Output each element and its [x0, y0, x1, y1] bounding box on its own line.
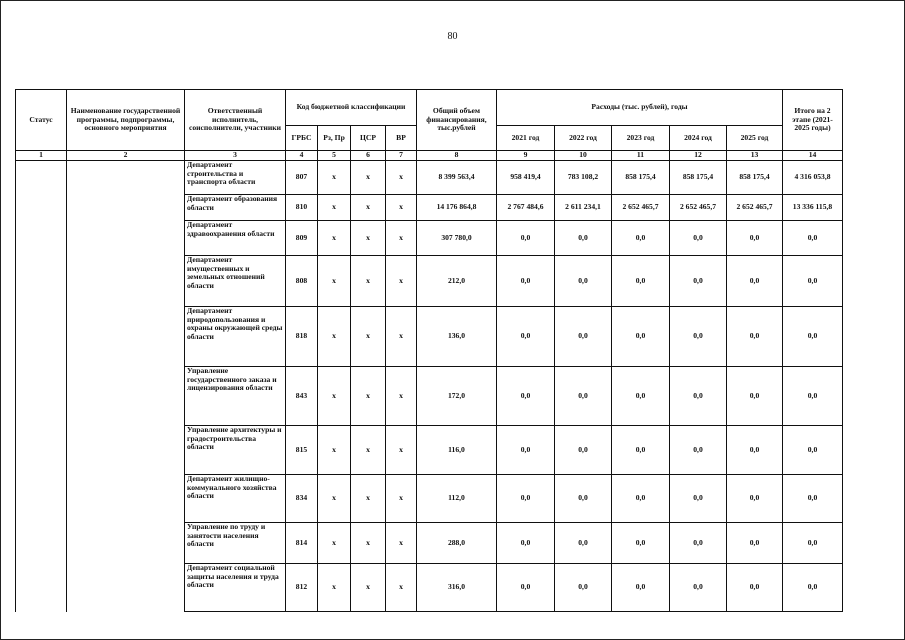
y2024-cell: 0,0	[670, 523, 727, 564]
total-cell: 136,0	[417, 307, 497, 367]
total-cell: 288,0	[417, 523, 497, 564]
csr-cell: х	[351, 161, 386, 195]
y2024-cell: 2 652 465,7	[670, 195, 727, 221]
col-2021: 2021 год	[497, 126, 555, 151]
y2021-cell: 0,0	[497, 307, 555, 367]
csr-cell: х	[351, 426, 386, 475]
y2024-cell: 0,0	[670, 307, 727, 367]
org-cell: Департамент жилищно-коммунального хозяйства области	[185, 475, 286, 523]
col-2024: 2024 год	[670, 126, 727, 151]
y2025-cell: 0,0	[727, 221, 783, 256]
csr-cell: х	[351, 221, 386, 256]
table-row	[16, 161, 843, 195]
y2025-cell: 0,0	[727, 426, 783, 475]
grbs-cell: 814	[286, 523, 318, 564]
stage-total-cell: 0,0	[783, 307, 843, 367]
total-cell: 14 176 864,8	[417, 195, 497, 221]
y2022-cell: 0,0	[555, 221, 612, 256]
total-cell: 307 780,0	[417, 221, 497, 256]
y2021-cell: 958 419,4	[497, 161, 555, 195]
y2023-cell: 0,0	[612, 523, 670, 564]
index-cell: 11	[612, 151, 670, 161]
y2023-cell: 0,0	[612, 221, 670, 256]
y2025-cell: 0,0	[727, 475, 783, 523]
index-cell: 12	[670, 151, 727, 161]
y2022-cell: 0,0	[555, 256, 612, 307]
y2021-cell: 0,0	[497, 475, 555, 523]
grbs-cell: 808	[286, 256, 318, 307]
vr-cell: х	[386, 426, 417, 475]
y2022-cell: 783 108,2	[555, 161, 612, 195]
y2022-cell: 0,0	[555, 307, 612, 367]
org-cell: Департамент природопользования и охраны окружающей среды области	[185, 307, 286, 367]
org-cell: Департамент строительства и транспорта области	[185, 161, 286, 195]
rzpr-cell: х	[318, 475, 351, 523]
rzpr-cell: х	[318, 256, 351, 307]
total-cell: 116,0	[417, 426, 497, 475]
org-cell: Управление архитектуры и градостроительства области	[185, 426, 286, 475]
csr-cell: х	[351, 307, 386, 367]
col-rzpr: Рз, Пр	[318, 126, 351, 151]
stage-total-cell: 0,0	[783, 221, 843, 256]
y2022-cell: 2 611 234,1	[555, 195, 612, 221]
rzpr-cell: х	[318, 161, 351, 195]
y2025-cell: 858 175,4	[727, 161, 783, 195]
y2025-cell: 0,0	[727, 367, 783, 426]
grbs-cell: 834	[286, 475, 318, 523]
y2022-cell: 0,0	[555, 367, 612, 426]
vr-cell: х	[386, 221, 417, 256]
index-cell: 3	[185, 151, 286, 161]
csr-cell: х	[351, 523, 386, 564]
y2023-cell: 2 652 465,7	[612, 195, 670, 221]
stage-total-cell: 0,0	[783, 256, 843, 307]
col-vr: ВР	[386, 126, 417, 151]
total-cell: 316,0	[417, 564, 497, 612]
y2024-cell: 0,0	[670, 564, 727, 612]
index-cell: 1	[16, 151, 67, 161]
col-responsible: Ответственный исполнитель, соисполнители, участники	[185, 90, 286, 151]
rzpr-cell: х	[318, 221, 351, 256]
org-cell: Управление по труду и занятости населения области	[185, 523, 286, 564]
rzpr-cell: х	[318, 523, 351, 564]
grbs-cell: 809	[286, 221, 318, 256]
org-cell: Департамент социальной защиты населения и труда области	[185, 564, 286, 612]
y2022-cell: 0,0	[555, 426, 612, 475]
col-2023: 2023 год	[612, 126, 670, 151]
grbs-cell: 815	[286, 426, 318, 475]
index-cell: 2	[67, 151, 185, 161]
csr-cell: х	[351, 564, 386, 612]
vr-cell: х	[386, 256, 417, 307]
y2025-cell: 0,0	[727, 564, 783, 612]
col-status: Статус	[16, 90, 67, 151]
index-cell: 13	[727, 151, 783, 161]
y2025-cell: 0,0	[727, 523, 783, 564]
index-cell: 5	[318, 151, 351, 161]
index-cell: 6	[351, 151, 386, 161]
rzpr-cell: х	[318, 367, 351, 426]
vr-cell: х	[386, 307, 417, 367]
y2021-cell: 0,0	[497, 256, 555, 307]
stage-total-cell: 13 336 115,8	[783, 195, 843, 221]
col-2025: 2025 год	[727, 126, 783, 151]
stage-total-cell: 0,0	[783, 564, 843, 612]
csr-cell: х	[351, 367, 386, 426]
grbs-cell: 843	[286, 367, 318, 426]
name-cell	[67, 161, 185, 612]
y2022-cell: 0,0	[555, 523, 612, 564]
status-cell	[16, 161, 67, 612]
rzpr-cell: х	[318, 307, 351, 367]
y2023-cell: 0,0	[612, 564, 670, 612]
y2024-cell: 0,0	[670, 475, 727, 523]
stage-total-cell: 0,0	[783, 367, 843, 426]
index-cell: 7	[386, 151, 417, 161]
col-total: Общий объем финансирования, тыс.рублей	[417, 90, 497, 151]
index-cell: 14	[783, 151, 843, 161]
y2025-cell: 0,0	[727, 307, 783, 367]
col-grbs: ГРБС	[286, 126, 318, 151]
col-2022: 2022 год	[555, 126, 612, 151]
y2023-cell: 0,0	[612, 426, 670, 475]
y2021-cell: 0,0	[497, 221, 555, 256]
stage-total-cell: 0,0	[783, 426, 843, 475]
total-cell: 212,0	[417, 256, 497, 307]
y2021-cell: 2 767 484,6	[497, 195, 555, 221]
index-cell: 8	[417, 151, 497, 161]
budget-table	[15, 89, 843, 612]
csr-cell: х	[351, 195, 386, 221]
page-number: 80	[447, 31, 458, 42]
vr-cell: х	[386, 564, 417, 612]
grbs-cell: 812	[286, 564, 318, 612]
grbs-cell: 807	[286, 161, 318, 195]
grbs-cell: 818	[286, 307, 318, 367]
y2021-cell: 0,0	[497, 426, 555, 475]
y2022-cell: 0,0	[555, 564, 612, 612]
y2024-cell: 0,0	[670, 221, 727, 256]
vr-cell: х	[386, 475, 417, 523]
vr-cell: х	[386, 195, 417, 221]
y2023-cell: 0,0	[612, 256, 670, 307]
total-cell: 172,0	[417, 367, 497, 426]
stage-total-cell: 0,0	[783, 523, 843, 564]
vr-cell: х	[386, 367, 417, 426]
col-csr: ЦСР	[351, 126, 386, 151]
grbs-cell: 810	[286, 195, 318, 221]
y2021-cell: 0,0	[497, 367, 555, 426]
rzpr-cell: х	[318, 195, 351, 221]
vr-cell: х	[386, 523, 417, 564]
org-cell: Управление государственного заказа и лицензирования области	[185, 367, 286, 426]
y2023-cell: 0,0	[612, 307, 670, 367]
y2021-cell: 0,0	[497, 523, 555, 564]
total-cell: 8 399 563,4	[417, 161, 497, 195]
y2021-cell: 0,0	[497, 564, 555, 612]
y2025-cell: 2 652 465,7	[727, 195, 783, 221]
y2024-cell: 858 175,4	[670, 161, 727, 195]
csr-cell: х	[351, 475, 386, 523]
rzpr-cell: х	[318, 564, 351, 612]
y2024-cell: 0,0	[670, 426, 727, 475]
stage-total-cell: 4 316 053,8	[783, 161, 843, 195]
index-cell: 10	[555, 151, 612, 161]
rzpr-cell: х	[318, 426, 351, 475]
index-row	[16, 151, 843, 161]
org-cell: Департамент имущественных и земельных отношений области	[185, 256, 286, 307]
total-cell: 112,0	[417, 475, 497, 523]
csr-cell: х	[351, 256, 386, 307]
y2024-cell: 0,0	[670, 367, 727, 426]
stage-total-cell: 0,0	[783, 475, 843, 523]
index-cell: 4	[286, 151, 318, 161]
col-name: Наименование государственной программы, подпрограммы, основного мероприятия	[67, 90, 185, 151]
index-cell: 9	[497, 151, 555, 161]
org-cell: Департамент здравоохранения области	[185, 221, 286, 256]
col-stage-total: Итого на 2 этапе (2021-2025 годы)	[783, 90, 843, 151]
col-expenses: Расходы (тыс. рублей), годы	[497, 90, 783, 126]
y2024-cell: 0,0	[670, 256, 727, 307]
y2023-cell: 0,0	[612, 367, 670, 426]
y2023-cell: 0,0	[612, 475, 670, 523]
org-cell: Департамент образования области	[185, 195, 286, 221]
col-bk-code: Код бюджетной классификации	[286, 90, 417, 126]
y2025-cell: 0,0	[727, 256, 783, 307]
y2022-cell: 0,0	[555, 475, 612, 523]
vr-cell: х	[386, 161, 417, 195]
y2023-cell: 858 175,4	[612, 161, 670, 195]
